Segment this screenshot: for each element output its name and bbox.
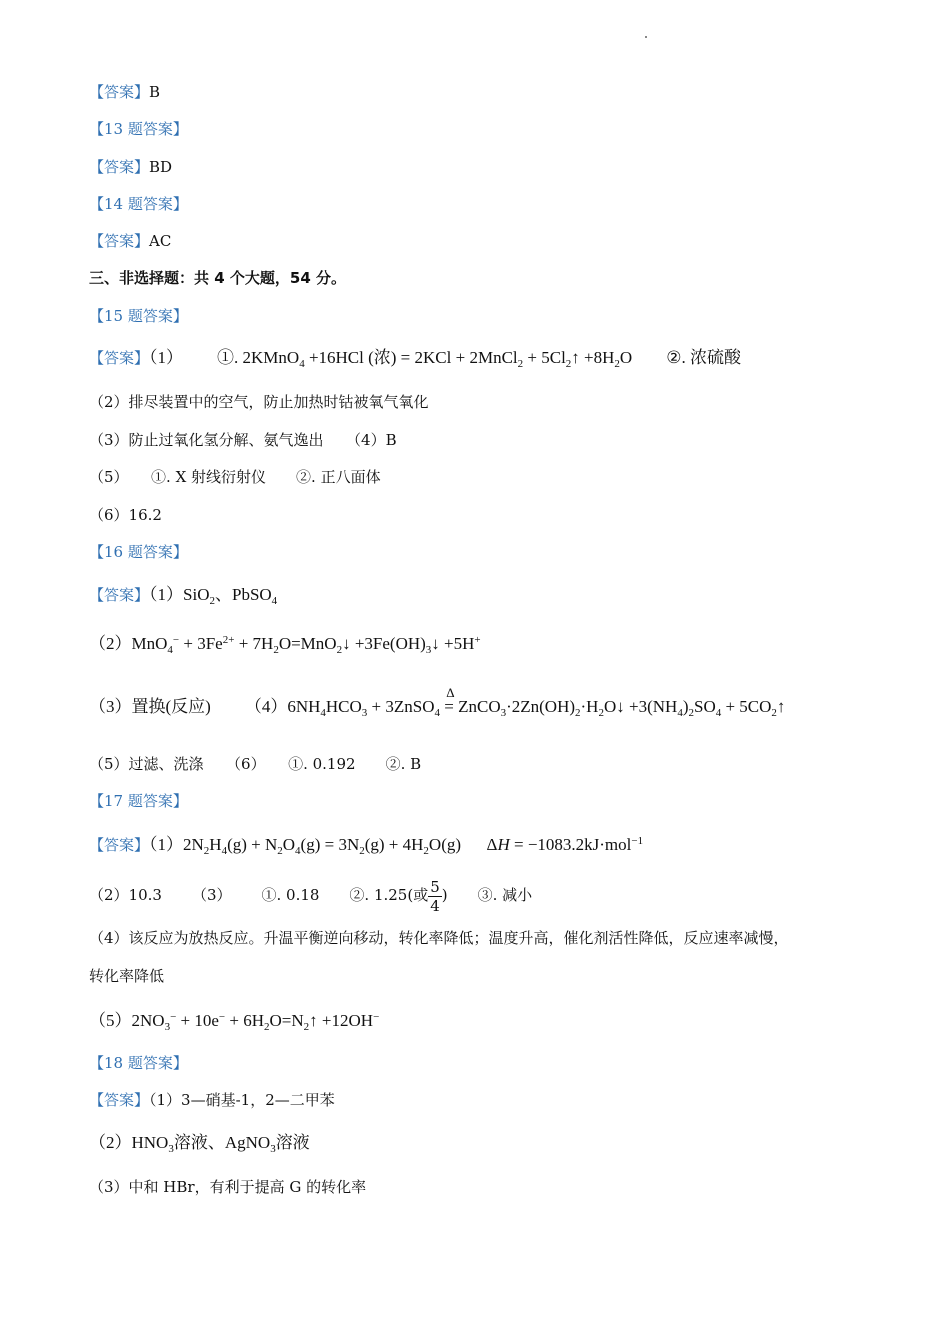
answer-label: 【答案】 <box>89 349 150 367</box>
question-heading: 【16 题答案】 <box>89 543 188 561</box>
answer-equation: （2）10.3 （3） ①. 0.18 ②. 1.25(或 $\frac{5}{4}$ ) ③. 减小 <box>89 877 533 915</box>
section-heading: 三、非选择题：共 4 个大题，54 分。 <box>89 269 346 287</box>
answer-line: 转化率降低 <box>89 967 165 985</box>
answer-line-equation <box>89 876 532 915</box>
answer-equation: （1）SiO$_2$、PbSO$_4$ <box>149 585 278 607</box>
answer-equation: （3）置换(反应) $(4)6NH_4HCO_3$ + 3ZnSO$_4$ = Δ $ZnCO_3\cdot 2Zn(OH)_2\cdot H_2O↓ +3(NH_4)_2SO_4$ + $5CO_2↑$ <box>89 685 786 719</box>
answer-line <box>89 1090 335 1110</box>
answer-line: （2）排尽装置中的空气，防止加热时钴被氧气氧化 <box>89 393 429 411</box>
question-heading: 【15 题答案】 <box>89 307 188 325</box>
answer-label: 【答案】 <box>89 586 150 604</box>
answer-line <box>89 231 171 251</box>
answer-label: 【答案】 <box>89 158 150 176</box>
answer-label: 【答案】 <box>89 836 150 854</box>
answer-equation: $(5)2NO_3^- + 10e^-$ + $6H_2O=N_2↑ +12OH^-$ <box>89 1011 380 1033</box>
answer-line-equation <box>89 685 786 719</box>
answer-text: （1）3—硝基-1，2—二甲苯 <box>149 1091 335 1109</box>
question-heading: 【18 题答案】 <box>89 1054 188 1072</box>
answer-label: 【答案】 <box>89 232 150 250</box>
answer-line: （3）中和 HBr，有利于提高 G 的转化率 <box>89 1178 367 1196</box>
answer-equation: $(2)MnO_4^- + 3Fe^{2+}$ + $7H_2O=MnO_2↓$ $+3Fe(OH)_3↓ +5H^+$ <box>89 634 481 656</box>
answer-line-equation <box>89 1011 379 1031</box>
answer-equation: $(1)2N_2H_4(g) + N_2O_4(g) = 3N_2(g) + 4H_2O(g)$ ΔH = −1083.2kJ·mol$^{-1}$ <box>149 835 644 857</box>
answer-text: B <box>149 83 161 101</box>
page-mark <box>645 36 647 38</box>
answer-line-equation <box>89 835 643 855</box>
answer-text: AC <box>149 232 172 250</box>
answer-line <box>89 157 172 177</box>
fraction: $\frac{5}{4}$ <box>430 877 440 915</box>
answer-line <box>89 82 160 102</box>
question-heading: 【17 题答案】 <box>89 792 188 810</box>
answer-label: 【答案】 <box>89 1091 150 1109</box>
answer-line-equation <box>89 585 277 605</box>
answer-equation: （1） ①. 2KMnO$_4$ +16HCl (浓) = 2KCl + 2MnCl$_2$ + $5Cl_2↑ +8H_2O$ ②. 浓硫酸 <box>149 348 741 370</box>
answer-label: 【答案】 <box>89 83 150 101</box>
answer-line: （5） ①. X 射线衍射仪 ②. 正八面体 <box>89 468 381 486</box>
answer-line: （3）防止过氧化氢分解、氨气逸出 （4）B <box>89 431 397 449</box>
answer-line-equation <box>89 348 741 368</box>
answer-line: （4）该反应为放热反应。升温平衡逆向移动，转化率降低；温度升高，催化剂活性降低，反应速率减慢， <box>89 929 789 947</box>
question-heading: 【14 题答案】 <box>89 195 188 213</box>
answer-equation: $(2)HNO_3$溶液、AgNO$_3$溶液 <box>89 1133 310 1155</box>
answer-line: （5）过滤、洗涤 （6） ①. 0.192 ②. B <box>89 755 422 773</box>
answer-text: BD <box>149 158 173 176</box>
answer-line: （6）16.2 <box>89 506 162 524</box>
answer-line-equation <box>89 634 481 654</box>
question-heading: 【13 题答案】 <box>89 120 188 138</box>
answer-line-equation <box>89 1133 310 1153</box>
